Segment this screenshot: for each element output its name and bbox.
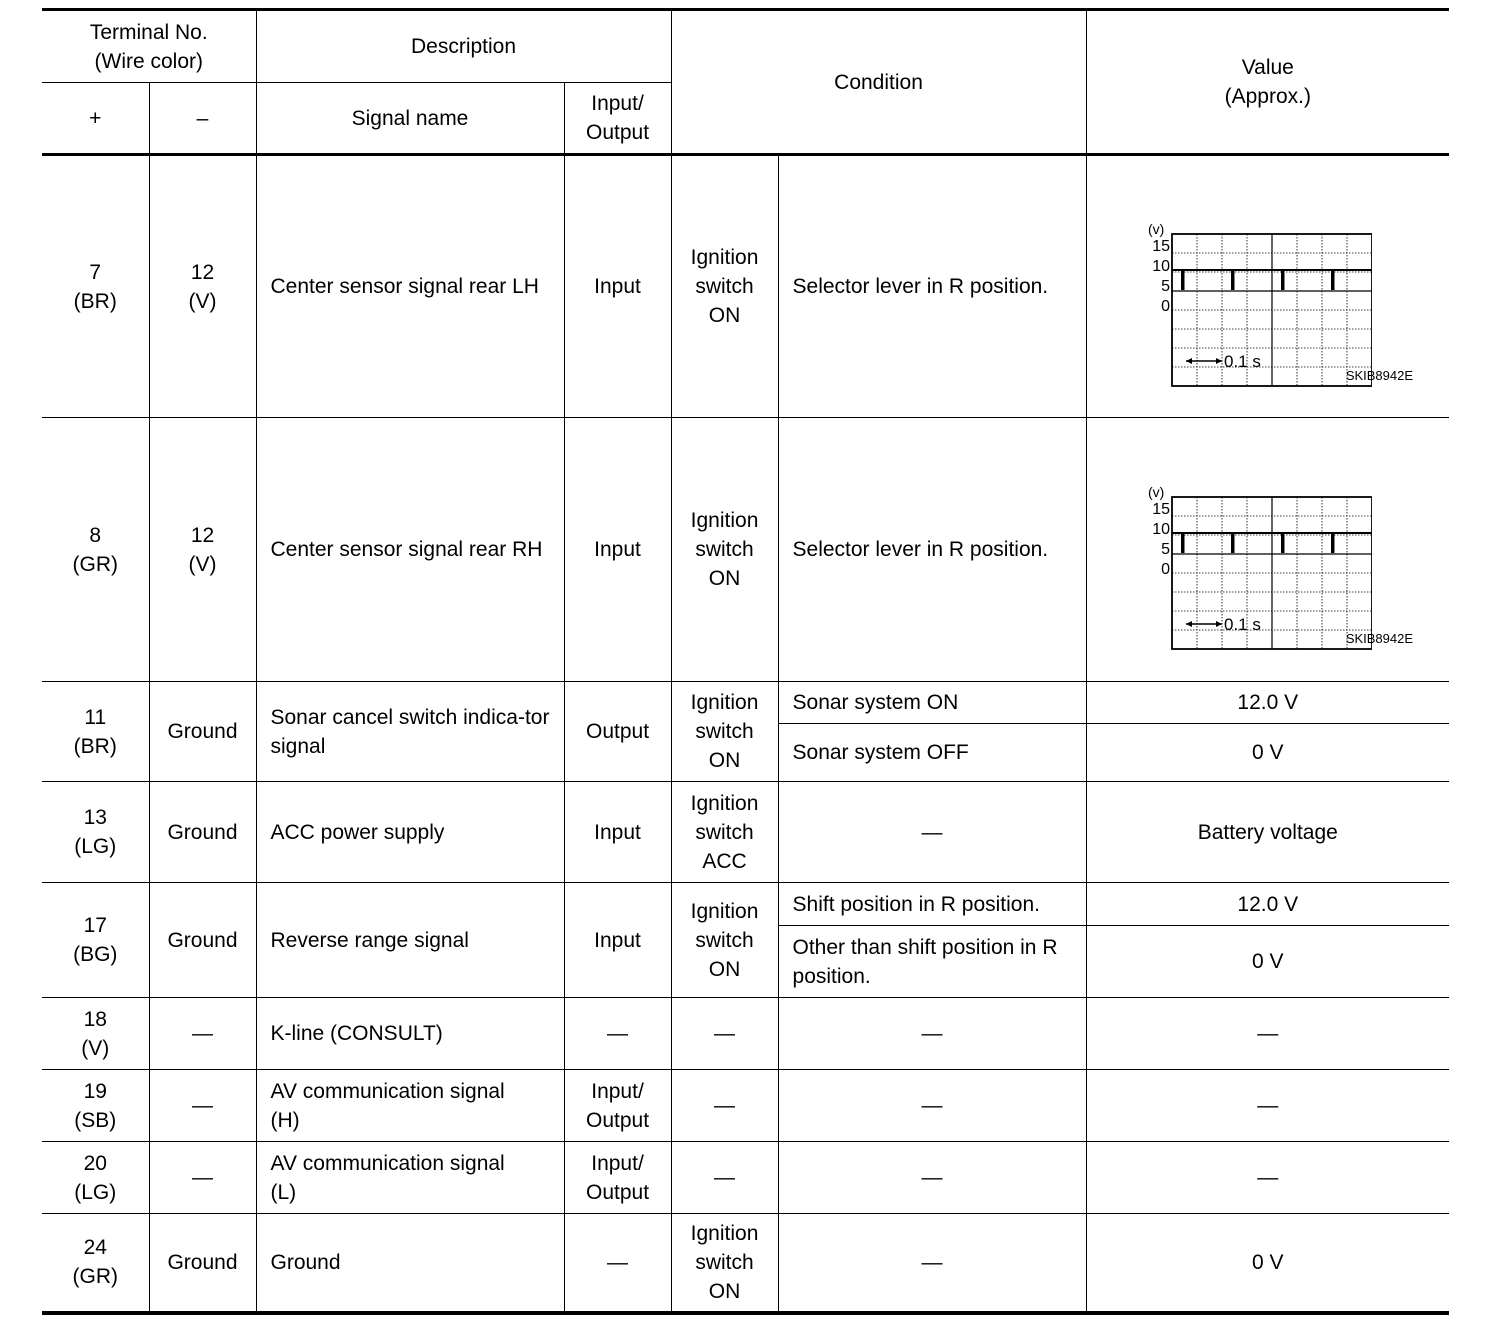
- wire-color: (GR): [72, 1265, 118, 1289]
- terminal-number: 20: [83, 1151, 107, 1175]
- value-header: [1086, 10, 1449, 155]
- ignition-line1: Ignition: [690, 246, 759, 269]
- io-type: Input: [564, 883, 671, 998]
- table-row: [42, 782, 1449, 883]
- value: —: [1086, 998, 1449, 1070]
- signal-name: Center sensor signal rear LH: [256, 155, 564, 418]
- plus-terminal: [42, 998, 149, 1070]
- ignition-line3: ON: [708, 304, 741, 327]
- condition: —: [778, 998, 1086, 1070]
- condition: —: [778, 1214, 1086, 1313]
- terminal-no-label: Terminal No.: [89, 20, 208, 44]
- ignition-state: —: [671, 998, 778, 1070]
- minus-terminal: —: [149, 998, 256, 1070]
- value: 12.0 V: [1086, 682, 1449, 724]
- wire-color: (V): [81, 1036, 110, 1060]
- value: —: [1086, 1142, 1449, 1214]
- minus-terminal: [149, 418, 256, 682]
- plus-terminal: [42, 682, 149, 782]
- io-type: —: [564, 998, 671, 1070]
- table-row: [42, 1142, 1449, 1214]
- ignition-line3: ACC: [702, 849, 747, 873]
- table-row: [42, 1214, 1449, 1313]
- terminal-number: 7: [89, 260, 102, 284]
- y-tick-label: 15: [1151, 501, 1170, 518]
- approx-label: (Approx.): [1224, 85, 1311, 108]
- ignition-line3: ON: [708, 1279, 741, 1303]
- ignition-line1: Ignition: [690, 691, 759, 714]
- y-tick-label: 10: [1151, 258, 1170, 275]
- value: 0 V: [1086, 926, 1449, 998]
- ignition-line1: Ignition: [690, 899, 759, 923]
- wire-color: (LG): [74, 835, 117, 858]
- io-line1: Input/: [591, 1151, 644, 1175]
- minus-header: –: [149, 83, 256, 155]
- signal-name: Sonar cancel switch indica-tor signal: [256, 682, 564, 782]
- wire-color: (GR): [72, 552, 118, 576]
- ignition-line2: switch: [695, 275, 754, 298]
- y-tick-label: 0: [1160, 298, 1170, 315]
- ignition-state: —: [671, 1142, 778, 1214]
- wire-color: (SB): [74, 1108, 117, 1132]
- plus-terminal: [42, 1142, 149, 1214]
- io-type: Input: [564, 782, 671, 883]
- y-tick-label: 5: [1160, 541, 1170, 558]
- ignition-line3: ON: [708, 749, 741, 772]
- value: —: [1086, 1070, 1449, 1142]
- figure-code: SKIB8942E: [1345, 631, 1414, 646]
- ignition-state: [671, 155, 778, 418]
- io-type: [564, 1142, 671, 1214]
- condition: Sonar system OFF: [778, 724, 1086, 782]
- wire-color-label: (Wire color): [94, 49, 203, 73]
- ignition-line1: Ignition: [690, 791, 759, 815]
- io-type: Output: [564, 682, 671, 782]
- minus-terminal: Ground: [149, 782, 256, 883]
- signal-name: Center sensor signal rear RH: [256, 418, 564, 682]
- table-row: [42, 155, 1449, 418]
- y-tick-label: 0: [1160, 561, 1170, 578]
- io-type: —: [564, 1214, 671, 1313]
- y-tick-label: 10: [1151, 521, 1170, 538]
- wire-color: (BG): [73, 943, 118, 966]
- ignition-line1: Ignition: [690, 509, 759, 532]
- terminal-number: 19: [83, 1079, 107, 1103]
- io-type: [564, 1070, 671, 1142]
- terminal-number: 12: [190, 523, 215, 547]
- time-scale-label: 0.1 s: [1223, 615, 1261, 634]
- ignition-state: [671, 782, 778, 883]
- table-row: [42, 682, 1449, 724]
- io-header: [564, 83, 671, 155]
- condition: Selector lever in R position.: [778, 155, 1086, 418]
- plus-terminal: [42, 883, 149, 998]
- table-row: [42, 883, 1449, 926]
- signal-name: Ground: [256, 1214, 564, 1313]
- y-tick-label: 5: [1160, 278, 1170, 295]
- condition: —: [778, 782, 1086, 883]
- value-label: Value: [1241, 56, 1294, 79]
- ignition-line2: switch: [695, 720, 754, 743]
- io-line1: Input/: [591, 1079, 644, 1103]
- condition: —: [778, 1142, 1086, 1214]
- signal-name: ACC power supply: [256, 782, 564, 883]
- minus-terminal: Ground: [149, 682, 256, 782]
- plus-terminal: [42, 418, 149, 682]
- minus-terminal: [149, 155, 256, 418]
- condition: Shift position in R position.: [778, 883, 1086, 926]
- minus-terminal: Ground: [149, 883, 256, 998]
- y-unit-label: (v): [1147, 487, 1164, 500]
- io-header-line1: Input/: [591, 92, 644, 115]
- terminal-no-header: [42, 10, 256, 83]
- ignition-state: [671, 682, 778, 782]
- terminal-table: [42, 8, 1449, 1315]
- signal-name-line1: AV communication signal: [270, 1079, 505, 1103]
- signal-name-line2: (L): [270, 1180, 297, 1204]
- terminal-number: 17: [83, 914, 107, 937]
- io-line2: Output: [585, 1108, 650, 1132]
- time-scale-label: 0.1 s: [1223, 352, 1261, 371]
- terminal-number: 12: [190, 260, 215, 284]
- wire-color: (BR): [73, 734, 117, 758]
- io-type: Input: [564, 418, 671, 682]
- io-line2: Output: [585, 1180, 650, 1204]
- minus-terminal: —: [149, 1142, 256, 1214]
- terminal-number: 8: [89, 523, 102, 547]
- io-type: Input: [564, 155, 671, 418]
- table-row: [42, 1070, 1449, 1142]
- condition: Selector lever in R position.: [778, 418, 1086, 682]
- ignition-state: [671, 418, 778, 682]
- condition: Other than shift position in R position.: [778, 926, 1086, 998]
- plus-terminal: [42, 1214, 149, 1313]
- ignition-line2: switch: [695, 820, 754, 844]
- ignition-line2: switch: [695, 1250, 754, 1274]
- terminal-number: 11: [84, 705, 107, 729]
- signal-name-header: Signal name: [256, 83, 564, 155]
- signal-name: [256, 1142, 564, 1214]
- ignition-line3: ON: [708, 957, 741, 981]
- ignition-state: [671, 883, 778, 998]
- wire-color: (V): [188, 289, 217, 313]
- value: 0 V: [1086, 1214, 1449, 1313]
- condition: —: [778, 1070, 1086, 1142]
- waveform-chart: [1132, 487, 1372, 655]
- plus-terminal: [42, 1070, 149, 1142]
- figure-code: SKIB8942E: [1345, 368, 1414, 383]
- ignition-state: —: [671, 1070, 778, 1142]
- signal-name-line1: AV communication signal: [270, 1151, 505, 1175]
- wire-color: (BR): [73, 289, 117, 313]
- signal-name: [256, 1070, 564, 1142]
- value: Battery voltage: [1086, 782, 1449, 883]
- y-tick-label: 15: [1151, 238, 1170, 255]
- ignition-line3: ON: [708, 567, 741, 590]
- ignition-line2: switch: [695, 538, 754, 561]
- condition: Sonar system ON: [778, 682, 1086, 724]
- signal-name: Reverse range signal: [256, 883, 564, 998]
- terminal-number: 24: [83, 1236, 107, 1260]
- wire-color: (V): [188, 552, 217, 576]
- ignition-line2: switch: [695, 928, 754, 952]
- ignition-line1: Ignition: [690, 1221, 759, 1245]
- ignition-state: [671, 1214, 778, 1313]
- table-row: [42, 418, 1449, 682]
- y-unit-label: (v): [1147, 224, 1164, 237]
- terminal-number: 13: [83, 806, 107, 829]
- io-header-line2: Output: [585, 121, 650, 144]
- minus-terminal: Ground: [149, 1214, 256, 1313]
- description-header: Description: [256, 10, 671, 83]
- signal-name-line2: (H): [270, 1108, 300, 1132]
- condition-header: Condition: [671, 10, 1086, 155]
- minus-terminal: —: [149, 1070, 256, 1142]
- plus-terminal: [42, 782, 149, 883]
- wire-color: (LG): [74, 1180, 117, 1204]
- table-row: [42, 998, 1449, 1070]
- value-waveform: [1086, 155, 1449, 418]
- value-waveform: [1086, 418, 1449, 682]
- value: 0 V: [1086, 724, 1449, 782]
- plus-terminal: [42, 155, 149, 418]
- plus-header: +: [42, 83, 149, 155]
- value: 12.0 V: [1086, 883, 1449, 926]
- waveform-chart: [1132, 224, 1372, 392]
- signal-name: K-line (CONSULT): [256, 998, 564, 1070]
- terminal-number: 18: [83, 1007, 107, 1031]
